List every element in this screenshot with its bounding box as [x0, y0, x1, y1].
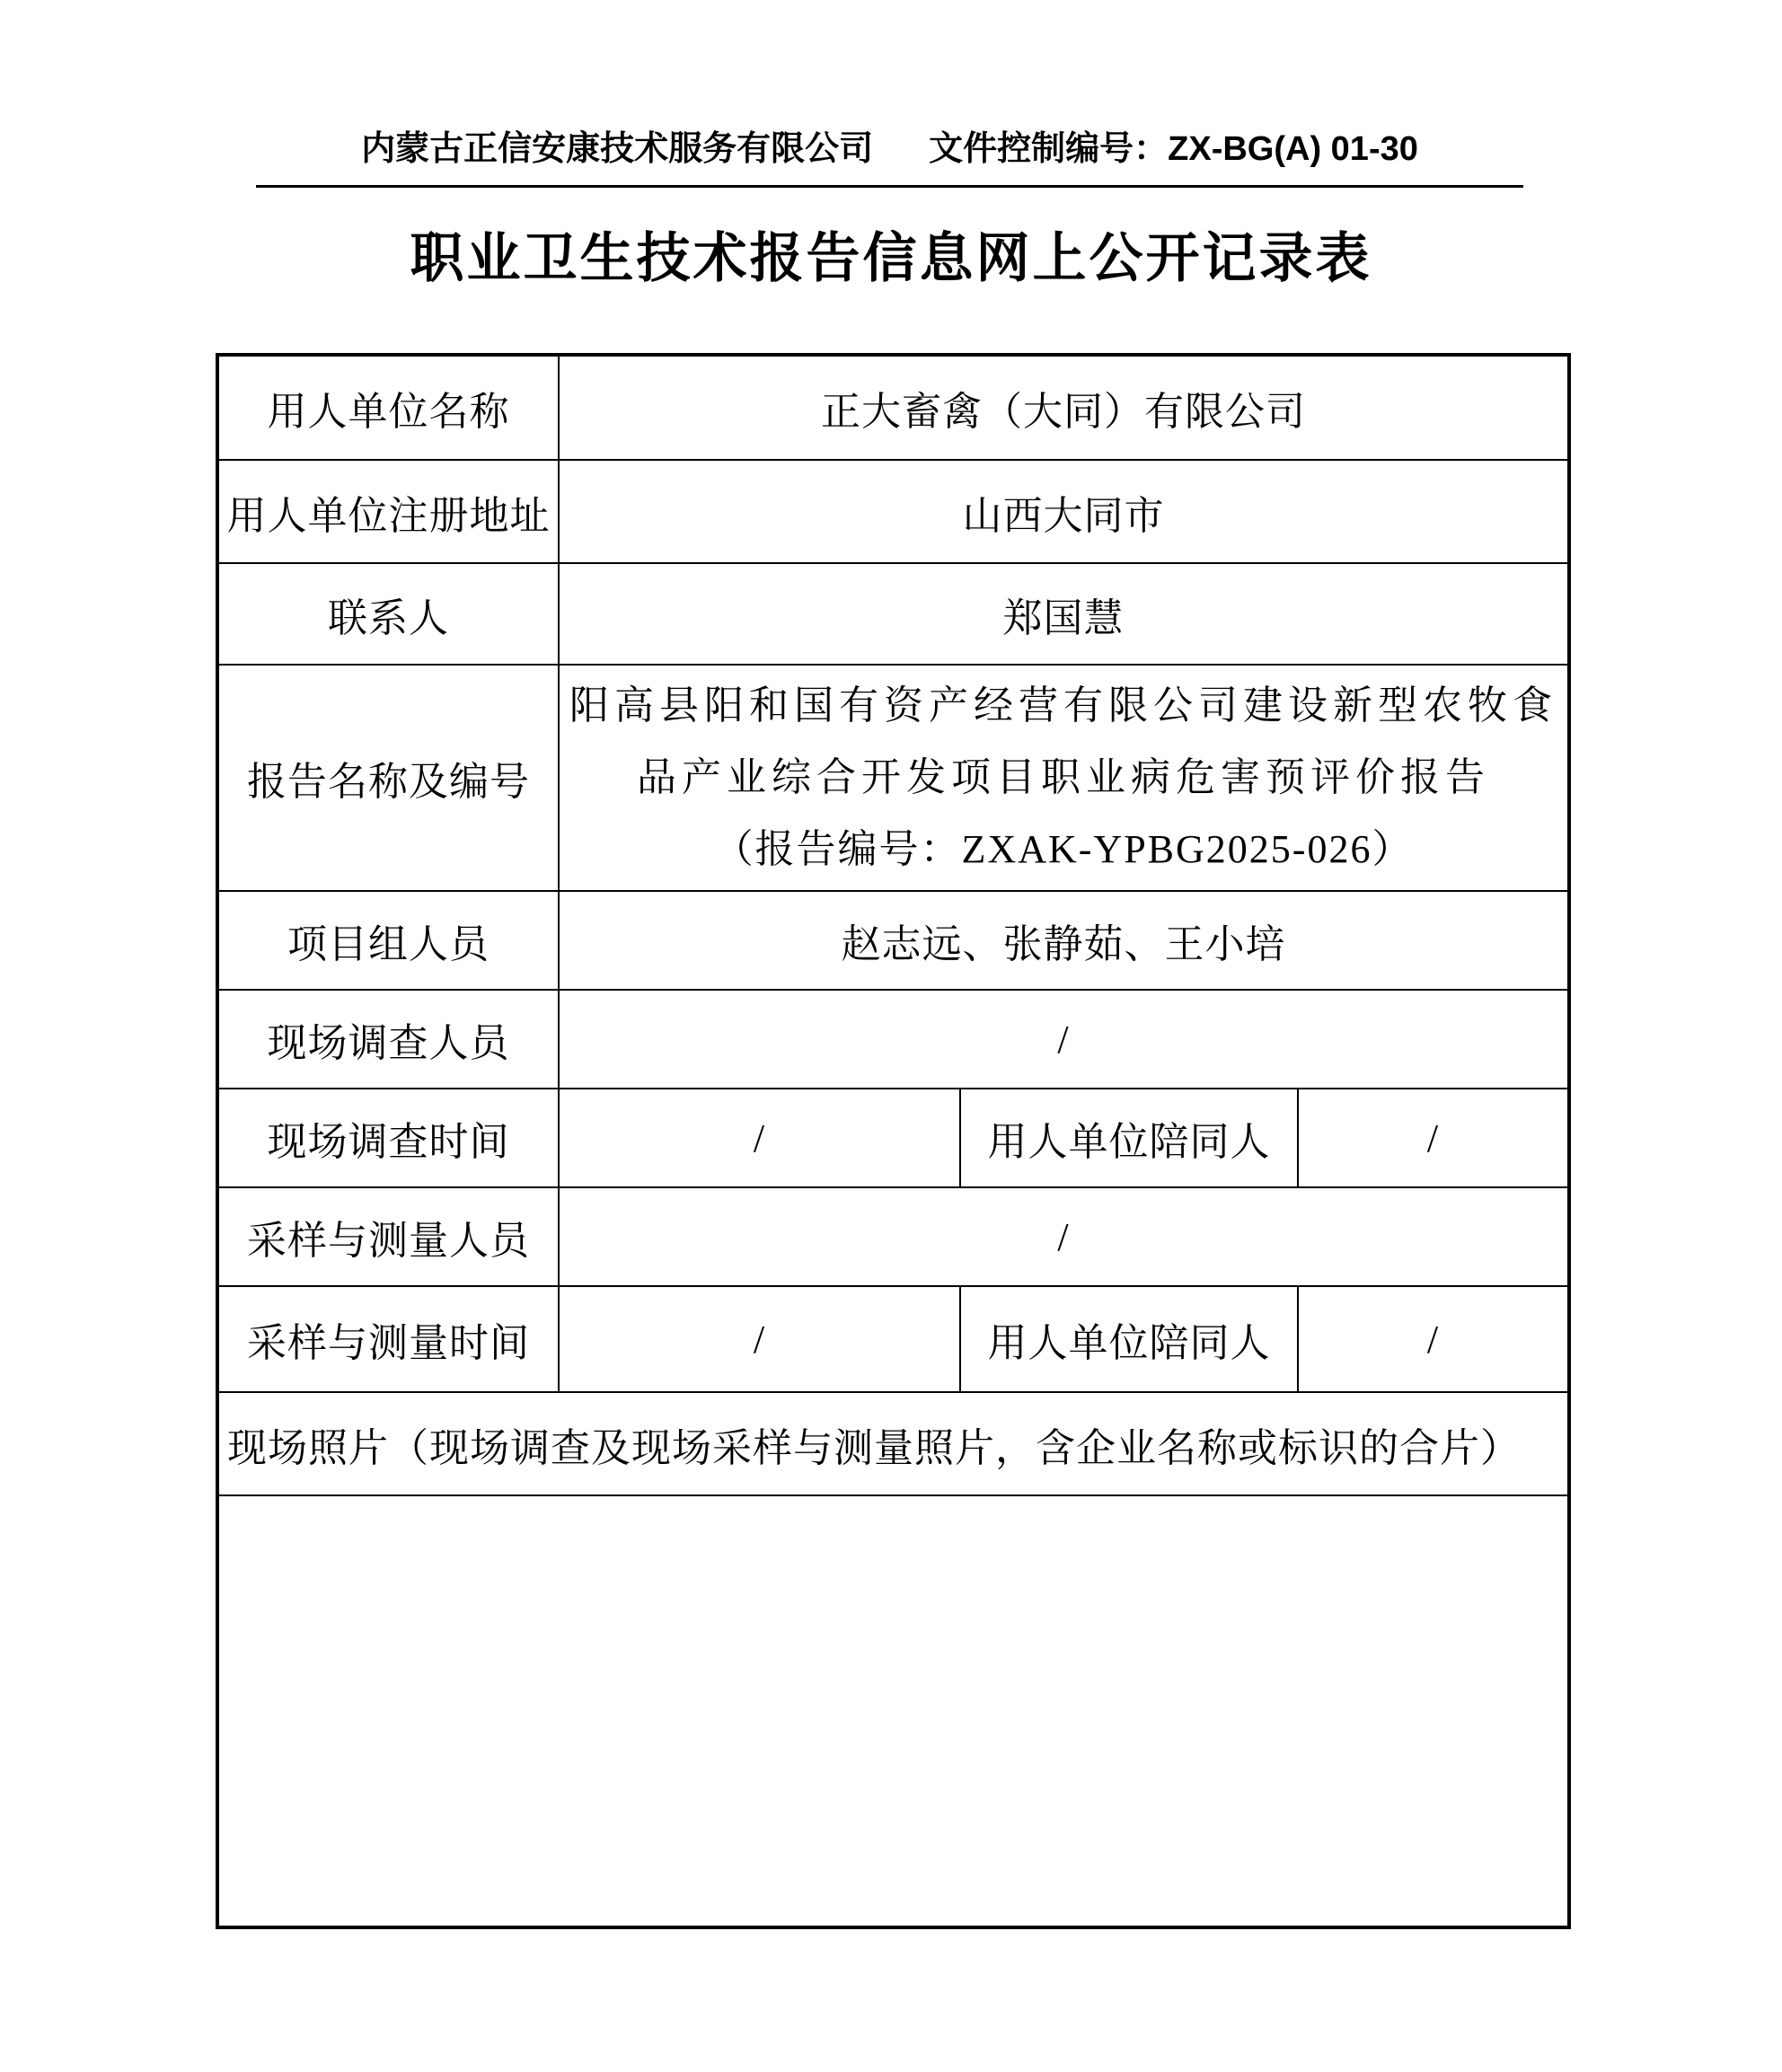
project-team-value: 赵志远、张静茹、王小培	[559, 891, 1569, 990]
site-survey-staff-label: 现场调查人员	[217, 990, 559, 1089]
row-employer-address	[217, 460, 1569, 563]
row-site-photos-area	[217, 1495, 1569, 1927]
project-team-label: 项目组人员	[217, 891, 559, 990]
site-survey-companion-value: /	[1298, 1089, 1569, 1187]
site-photos-label: 现场照片（现场调查及现场采样与测量照片，含企业名称或标识的合片）	[217, 1392, 1569, 1495]
report-value-cell	[559, 665, 1569, 891]
header-doc-code: ZX-BG(A) 01-30	[1168, 130, 1418, 168]
sampling-time-value: /	[559, 1286, 960, 1392]
row-site-survey-staff	[217, 990, 1569, 1089]
sampling-staff-value: /	[559, 1187, 1569, 1286]
header-company-name: 内蒙古正信安康技术服务有限公司	[361, 130, 874, 168]
document-header	[256, 124, 1523, 188]
employer-name-value: 正大畜禽（大同）有限公司	[559, 355, 1569, 460]
sampling-staff-label: 采样与测量人员	[217, 1187, 559, 1286]
report-label: 报告名称及编号	[217, 665, 559, 891]
site-survey-companion-label: 用人单位陪同人	[960, 1089, 1298, 1187]
page-title: 职业卫生技术报告信息网上公开记录表	[410, 228, 1372, 288]
row-sampling-staff	[217, 1187, 1569, 1286]
row-project-team	[217, 891, 1569, 990]
sampling-companion-value: /	[1298, 1286, 1569, 1392]
employer-address-value: 山西大同市	[559, 460, 1569, 563]
sampling-time-label: 采样与测量时间	[217, 1286, 559, 1392]
record-table	[216, 353, 1571, 1929]
row-employer-name	[217, 355, 1569, 460]
site-survey-time-label: 现场调查时间	[217, 1089, 559, 1187]
row-sampling-time	[217, 1286, 1569, 1392]
site-survey-staff-value: /	[559, 990, 1569, 1089]
row-site-survey-time	[217, 1089, 1569, 1187]
header-doc-code-label: 文件控制编号：	[929, 130, 1169, 168]
contact-person-label: 联系人	[217, 563, 559, 665]
report-number-text: （报告编号：ZXAK-YPBG2025-026）	[713, 827, 1414, 871]
report-name-text: 阳高县阳和国有资产经营有限公司建设新型农牧食品产业综合开发项目职业病危害预评价报告	[569, 683, 1558, 799]
row-contact-person	[217, 563, 1569, 665]
site-photos-placeholder-cell	[217, 1495, 1569, 1927]
employer-name-label: 用人单位名称	[217, 355, 559, 460]
site-survey-time-value: /	[559, 1089, 960, 1187]
row-report-name-number	[217, 665, 1569, 891]
row-site-photos-header	[217, 1392, 1569, 1495]
employer-address-label: 用人单位注册地址	[217, 460, 559, 563]
contact-person-value: 郑国慧	[559, 563, 1569, 665]
sampling-companion-label: 用人单位陪同人	[960, 1286, 1298, 1392]
